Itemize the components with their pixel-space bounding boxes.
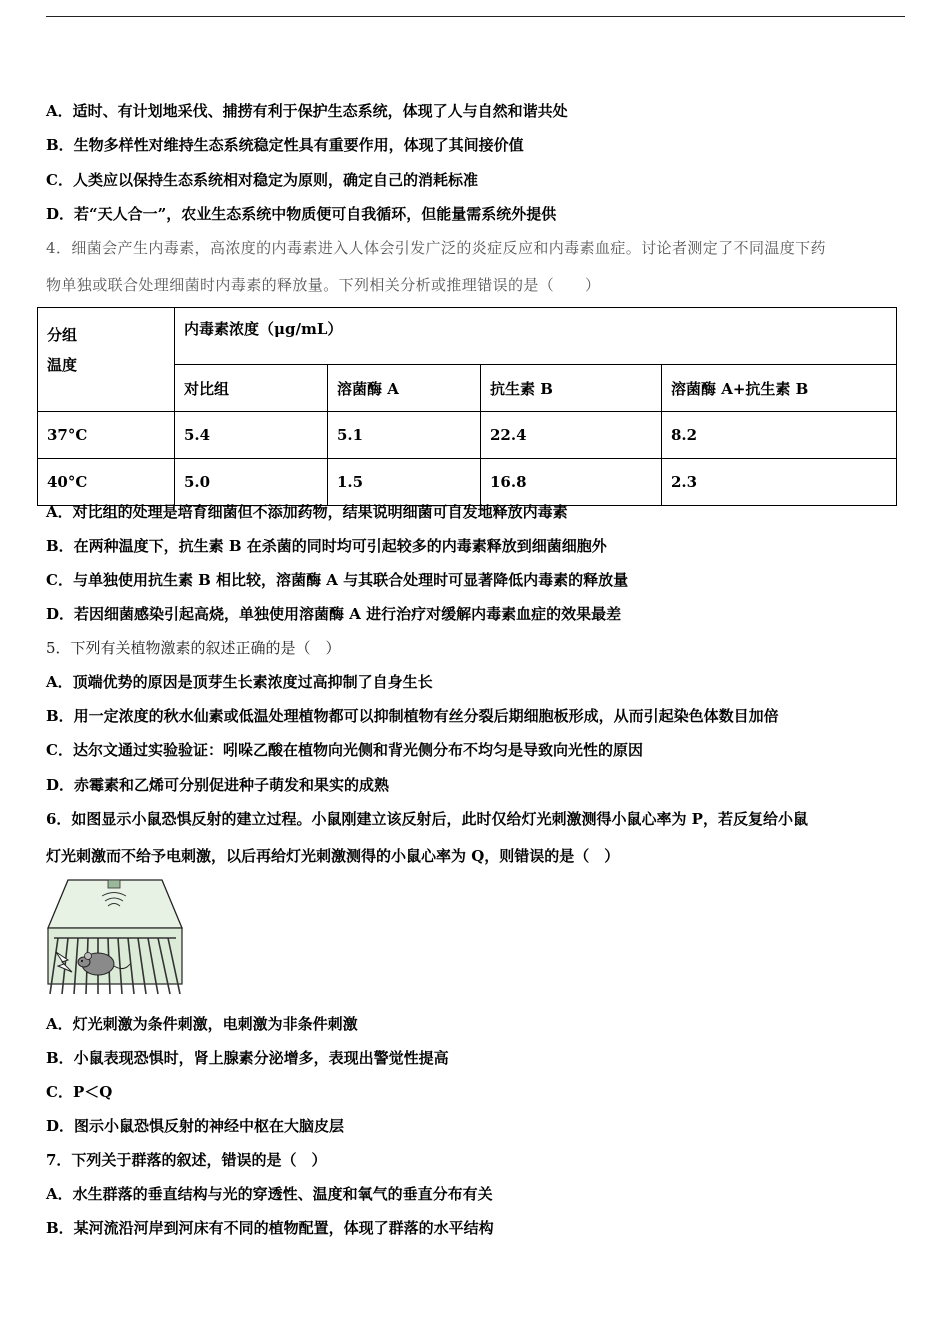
q4-stem-line1: 4．细菌会产生内毒素，高浓度的内毒素进入人体会引发广泛的炎症反应和内毒素血症。讨论者测定了不同温度下药: [46, 239, 826, 257]
q3-option-a: A．适时、有计划地采伐、捕捞有利于保护生态系统，体现了人与自然和谐共处: [46, 102, 568, 120]
row-temp: 37°C: [38, 412, 175, 459]
col-header-antibiotic: 抗生素 B: [481, 365, 662, 412]
row-temp: 40°C: [38, 459, 175, 506]
table-row: [38, 412, 897, 459]
cell-value: 2.3: [662, 459, 897, 506]
q6-option-b: B．小鼠表现恐惧时，肾上腺素分泌增多，表现出警觉性提高: [46, 1049, 449, 1067]
table-row: [38, 459, 897, 506]
group-label: 分组: [47, 326, 78, 344]
q6-option-c: C．P＜Q: [46, 1083, 113, 1101]
q3-option-d: D．若“天人合一”，农业生态系统中物质便可自我循环，但能量需系统外提供: [46, 205, 557, 223]
cell-value: 5.1: [328, 412, 481, 459]
table-corner-cell: [38, 308, 175, 412]
q6-option-a: A．灯光刺激为条件刺激，电刺激为非条件刺激: [46, 1015, 358, 1033]
cell-value: 16.8: [481, 459, 662, 506]
q4-option-c: C．与单独使用抗生素 B 相比较，溶菌酶 A 与其联合处理时可显著降低内毒素的释放量: [46, 571, 629, 589]
cell-value: 22.4: [481, 412, 662, 459]
cell-value: 1.5: [328, 459, 481, 506]
q4-stem-line2: 物单独或联合处理细菌时内毒素的释放量。下列相关分析或推理错误的是（ ）: [46, 276, 601, 294]
q7-stem: 7．下列关于群落的叙述，错误的是（ ）: [46, 1151, 327, 1169]
q4-option-d: D．若因细菌感染引起高烧，单独使用溶菌酶 A 进行治疗对缓解内毒素血症的效果最差: [46, 605, 622, 623]
q5-stem: 5．下列有关植物激素的叙述正确的是（ ）: [46, 639, 341, 657]
q4-option-b: B．在两种温度下，抗生素 B 在杀菌的同时均可引起较多的内毒素释放到细菌细胞外: [46, 537, 607, 555]
endotoxin-table: [37, 307, 897, 506]
temp-label: 温度: [47, 356, 78, 374]
q4-option-a: A．对比组的处理是培育细菌但不添加药物，结果说明细菌可自发地释放内毒素: [46, 503, 568, 521]
col-header-combined: 溶菌酶 A+抗生素 B: [662, 365, 897, 412]
q5-option-d: D．赤霉素和乙烯可分别促进种子萌发和果实的成熟: [46, 776, 390, 794]
q3-option-c: C．人类应以保持生态系统相对稳定为原则，确定自己的消耗标准: [46, 171, 478, 189]
mouse-fear-reflex-figure: [44, 876, 186, 996]
q7-option-b: B．某河流沿河岸到河床有不同的植物配置，体现了群落的水平结构: [46, 1219, 494, 1237]
cell-value: 5.4: [175, 412, 328, 459]
q3-option-b: B．生物多样性对维持生态系统稳定性具有重要作用，体现了其间接价值: [46, 136, 524, 154]
q6-stem-line2: 灯光刺激而不给予电刺激，以后再给灯光刺激测得的小鼠心率为 Q，则错误的是（ ）: [46, 847, 620, 865]
q7-option-a: A．水生群落的垂直结构与光的穿透性、温度和氧气的垂直分布有关: [46, 1185, 493, 1203]
col-header-control: 对比组: [175, 365, 328, 412]
q6-option-d: D．图示小鼠恐惧反射的神经中枢在大脑皮层: [46, 1117, 345, 1135]
q5-option-c: C．达尔文通过实验验证：吲哚乙酸在植物向光侧和背光侧分布不均匀是导致向光性的原因: [46, 741, 643, 759]
cell-value: 5.0: [175, 459, 328, 506]
table-header: 内毒素浓度（μg/mL）: [175, 308, 897, 365]
col-header-lysozyme: 溶菌酶 A: [328, 365, 481, 412]
cell-value: 8.2: [662, 412, 897, 459]
q5-option-b: B．用一定浓度的秋水仙素或低温处理植物都可以抑制植物有丝分裂后期细胞板形成，从而引起染色体数目加倍: [46, 707, 779, 725]
q5-option-a: A．顶端优势的原因是顶芽生长素浓度过高抑制了自身生长: [46, 673, 433, 691]
header-rule: [46, 16, 905, 17]
q6-stem-line1: 6．如图显示小鼠恐惧反射的建立过程。小鼠刚建立该反射后，此时仅给灯光刺激测得小鼠心率为 P，若反复给小鼠: [46, 810, 808, 828]
